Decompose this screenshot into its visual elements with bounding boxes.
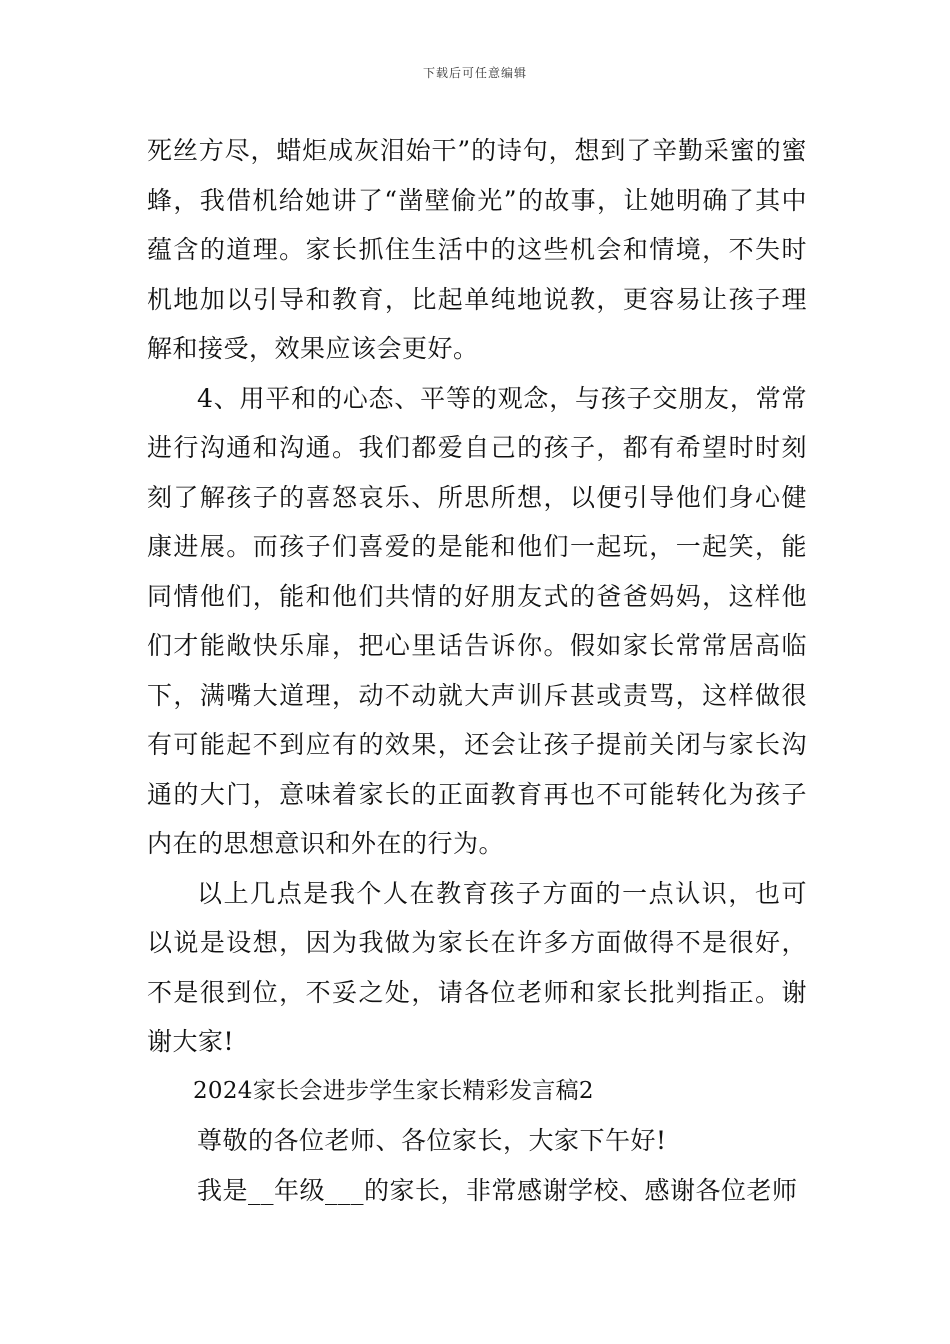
paragraph-continuation: 死丝方尽，蜡炬成灰泪始干”的诗句，想到了辛勤采蜜的蜜蜂，我借机给她讲了“凿壁偷光”的故事，让她明确了其中蕴含的道理。家长抓住生活中的这些机会和情境，不失时机地加以引导和教育，比起单纯地说教，更容易让孩子理解和接受，效果应该会更好。 [147,136,807,363]
paragraph-greeting: 尊敬的各位老师、各位家长，大家下午好! [197,1126,667,1155]
page-header-note: 下载后可任意编辑 [422,66,527,80]
document-body [147,126,807,1215]
paragraph-point-4: 4、用平和的心态、平等的观念，与孩子交朋友，常常进行沟通和沟通。我们都爱自己的孩子，都有希望时时刻刻了解孩子的喜怒哀乐、所思所想，以便引导他们身心健康进展。而孩子们喜爱的是能和他们一起玩，一起笑，能同情他们，能和他们共情的好朋友式的爸爸妈妈，这样他们才能敞快乐扉，把心里话告诉你。假如家长常常居高临下，满嘴大道理，动不动就大声训斥甚或责骂，这样做很有可能起不到应有的效果，还会让孩子提前关闭与家长沟通的大门，意味着家长的正面教育再也不可能转化为孩子内在的思想意识和外在的行为。 [147,383,807,858]
section-title: 2024家长会进步学生家长精彩发言稿2 [193,1077,594,1104]
paragraph-closing: 以上几点是我个人在教育孩子方面的一点认识，也可以说是设想，因为我做为家长在许多方面做得不是很好，不是很到位，不妥之处，请各位老师和家长批判指正。谢谢大家! [147,878,807,1056]
paragraph-intro: 我是__年级___的家长，非常感谢学校、感谢各位老师 [197,1175,798,1205]
